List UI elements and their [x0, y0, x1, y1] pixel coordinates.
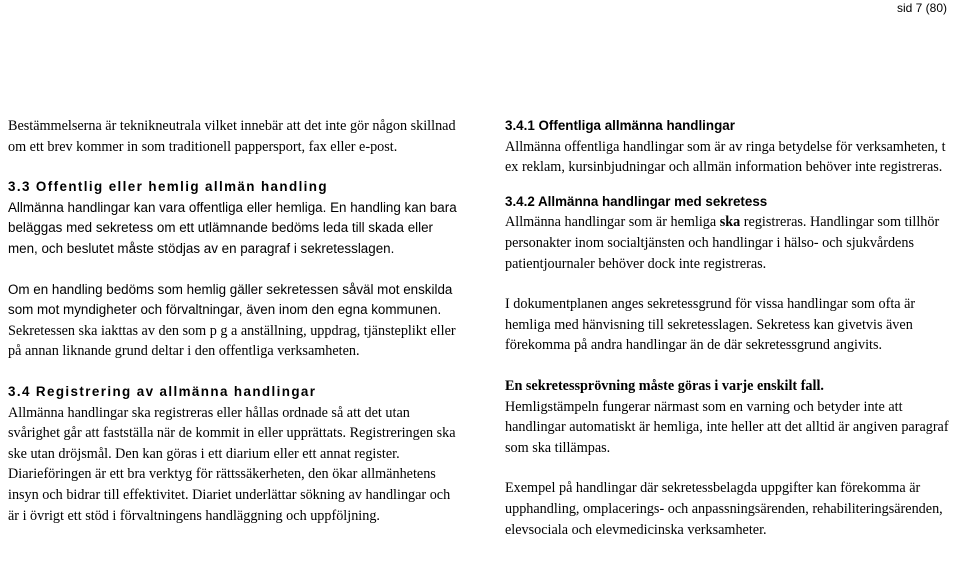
confidentiality-serif: Sekretessen ska iakttas av den som p g a anställning, uppdrag, tjänsteplikt eller på annan liknande grund deltar i den offentliga verksamheten.: [8, 322, 456, 360]
section-3-3-heading: 3.3 Offentlig eller hemlig allmän handling: [8, 179, 328, 195]
confidentiality-paragraph: [8, 280, 460, 362]
section-3-4-2-heading: 3.4.2 Allmänna handlingar med sekretess: [505, 193, 768, 209]
proof-heading: En sekretessprövning måste göras i varje enskilt fall.: [505, 377, 824, 394]
section-3-4-1-heading: 3.4.1 Offentliga allmänna handlingar: [505, 118, 735, 133]
section-3-3-text: [8, 198, 460, 260]
section-3-4-2-before: Allmänna handlingar som är hemliga: [505, 214, 717, 231]
section-3-3-line1: Allmänna handlingar kan vara offentliga eller hemliga.: [8, 199, 327, 215]
document-plan-paragraph: I dokumentplanen anges sekretessgrund för vissa handlingar som ofta är hemliga med hänvisning till sekretesslagen. Sekretess kan givetvis även förekomma på andra handlingar än de där sekretessgrund angivits.: [505, 296, 916, 354]
example-paragraph: Exempel på handlingar där sekretessbelagda uppgifter kan förekomma är upphandling, omplacerings- och anpassningsärenden, rehabiliteringsärenden, elevsociala och elevmedicinska verksamheter.: [505, 480, 943, 538]
section-3-4-1-text: Allmänna offentliga handlingar som är av ringa betydelse för verksamheten, t ex reklam, kursinbjudningar och allmän information behöver inte registreras.: [505, 138, 946, 176]
section-3-4-2-after: registreras. Handlingar som tillhör personakter inom socialtjänsten och handlingar i hälso- och sjukvårdens patientjournaler behöver dock inte registreras.: [505, 214, 940, 272]
section-3-4-2-emphasis: ska: [719, 214, 741, 231]
page-number: sid 7 (80): [896, 1, 947, 15]
right-column: [505, 116, 950, 540]
confidentiality-sans: Om en handling bedöms som hemlig gäller sekretessen såväl mot enskilda som mot myndigheter och förvaltningar, även inom den egna kommunen.: [8, 281, 453, 318]
intro-paragraph: Bestämmelserna är teknikneutrala vilket innebär att det inte gör någon skillnad om ett brev kommer in som traditionell pappersport, fax eller e-post.: [8, 118, 456, 155]
proof-text: Hemligstämpeln fungerar närmast som en varning och betyder inte att handlingar automatiskt är hemliga, inte heller att det alltid är angiven paragraf som ska tillämpas.: [505, 398, 949, 456]
section-3-4-text: Allmänna handlingar ska registreras eller hållas ordnade så att det utan svårighet går att fastställa när de kommit in eller upprättats. Registreringen ska ske utan dröjsmål. Den kan göras i ett diarium eller ett annat register. Diarieföringen är ett bra verktyg för rättssäkerheten, den ökar allmänhetens insyn och bidrar till effektivitet. Diariet underlättar sökning av handlingar och är i övrigt ett stöd i förvaltningens handläggning och uppföljning.: [8, 404, 456, 524]
left-column: [8, 116, 460, 526]
section-3-3-rest: En handling kan bara beläggas med sekretess om ett utlämnande bedöms leda till skada eller men, och beslutet måste stödjas av en paragraf i sekretesslagen.: [8, 199, 457, 256]
section-3-4-2-text: [505, 212, 950, 274]
section-3-4-heading: 3.4 Registrering av allmänna handlingar: [8, 383, 317, 399]
